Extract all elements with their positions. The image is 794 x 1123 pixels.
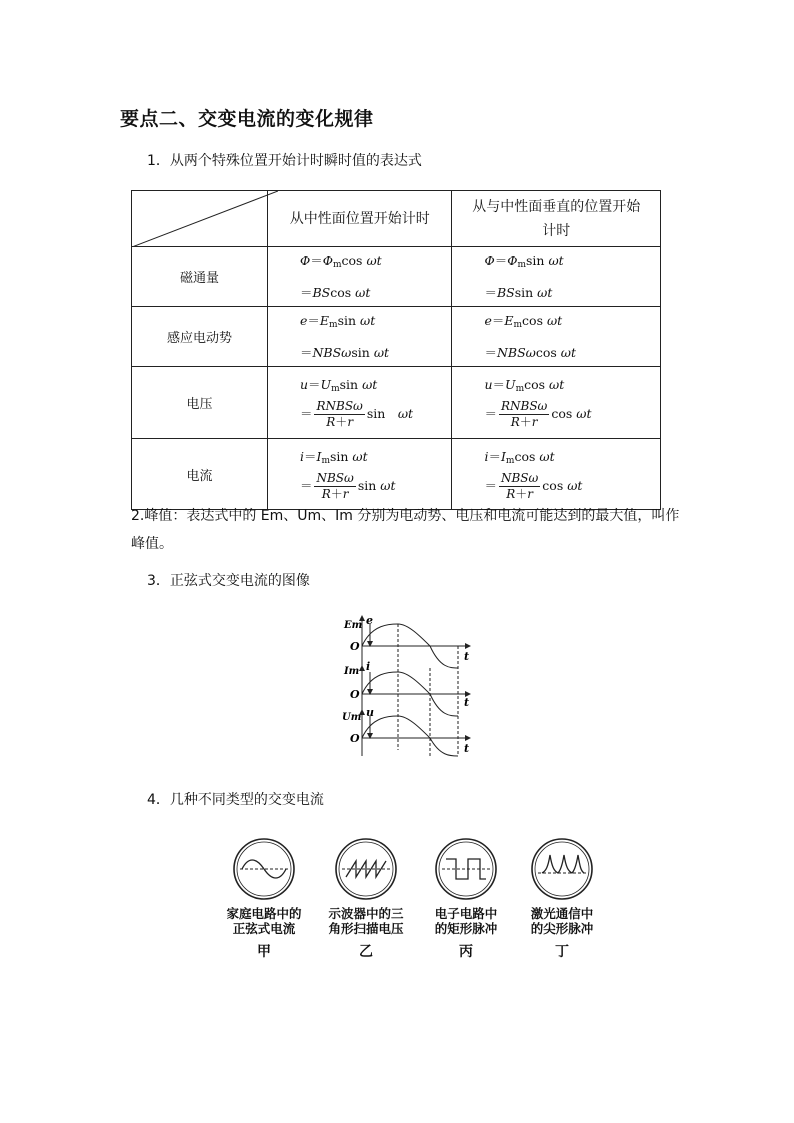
col1-header: 从中性面位置开始计时 [267,191,451,247]
row-label-current: 电流 [132,439,268,510]
label-yi: 乙 [359,944,373,960]
section4-title: 4．几种不同类型的交变电流 [147,792,324,808]
emf-formula-neutral: $e=E_m\sin$ ωt ＝NBSωsin ωt [267,307,451,367]
origin-label-2: O [350,688,360,701]
current-formula-neutral: $i=I_m\sin$ ωt ＝ $\frac{\text{NBSω}}{R+r}$ sin ωt [267,439,451,510]
diagonal-corner-cell [132,191,268,247]
section3-title: 3．正弦式交变电流的图像 [147,573,310,589]
t-axis-label-3: t [464,742,470,755]
origin-label-1: O [350,640,360,653]
i-axis-label: i [366,660,371,673]
row-label-voltage: 电压 [132,367,268,439]
sawtooth-wave-icon [334,837,398,901]
voltage-formula-perpendicular: $u=U_m\cos$ ωt ＝ $\frac{\text{RNBSω}}{R+r}$ cos ωt [452,367,661,439]
label-bing: 丙 [459,944,473,960]
t-axis-label-1: t [464,650,470,663]
t-axis-label-2: t [464,696,470,709]
flux-formula-perpendicular: $\Phi=\Phi_m\sin$ ωt ＝BSsin ωt [452,247,661,307]
caption-bing: 电子电路中 的矩形脉冲 [434,906,498,936]
Em-label: Em [344,620,363,631]
page-heading: 要点二、交变电流的变化规律 [120,108,374,130]
col2-header: 从与中性面垂直的位置开始计时 [452,191,661,247]
square-wave-icon [434,837,498,901]
caption-yi: 示波器中的三 角形扫描电压 [328,906,404,936]
e-axis-label: e [366,614,373,627]
peak-paragraph: 2.峰值：表达式中的 Em、Um、Im 分别为电动势、电压和电流可能达到的最大值，叫作峰值。 [131,508,680,552]
row-label-emf: 感应电动势 [132,307,268,367]
voltage-formula-neutral: $u=U_m\sin$ ωt ＝ $\frac{\text{RNBSω}}{R+r}$ sin ωt [267,367,451,439]
caption-jia: 家庭电路中的 正弦式电流 [226,906,302,936]
label-ding: 丁 [555,944,569,960]
current-formula-perpendicular: $i=I_m\cos$ ωt ＝ $\frac{\text{NBSω}}{R+r}$ cos ωt [452,439,661,510]
label-jia: 甲 [257,944,271,960]
flux-formula-neutral: $\Phi=\Phi_m\cos$ ωt ＝BScos ωt [267,247,451,307]
emf-formula-perpendicular: $e=E_m\cos$ ωt ＝NBSωcos ωt [452,307,661,367]
u-axis-label: u [366,706,374,719]
row-label-flux: 磁通量 [132,247,268,307]
origin-label-3: O [350,732,360,745]
Im-label: Im [344,666,360,677]
sine-graphs [340,610,475,758]
Um-label: Um [342,712,362,723]
section1-title: 1．从两个特殊位置开始计时瞬时值的表达式 [147,153,422,169]
caption-ding: 激光通信中 的尖形脉冲 [530,906,594,936]
expression-table [131,190,661,510]
spike-wave-icon [530,837,594,901]
sine-wave-icon [232,837,296,901]
